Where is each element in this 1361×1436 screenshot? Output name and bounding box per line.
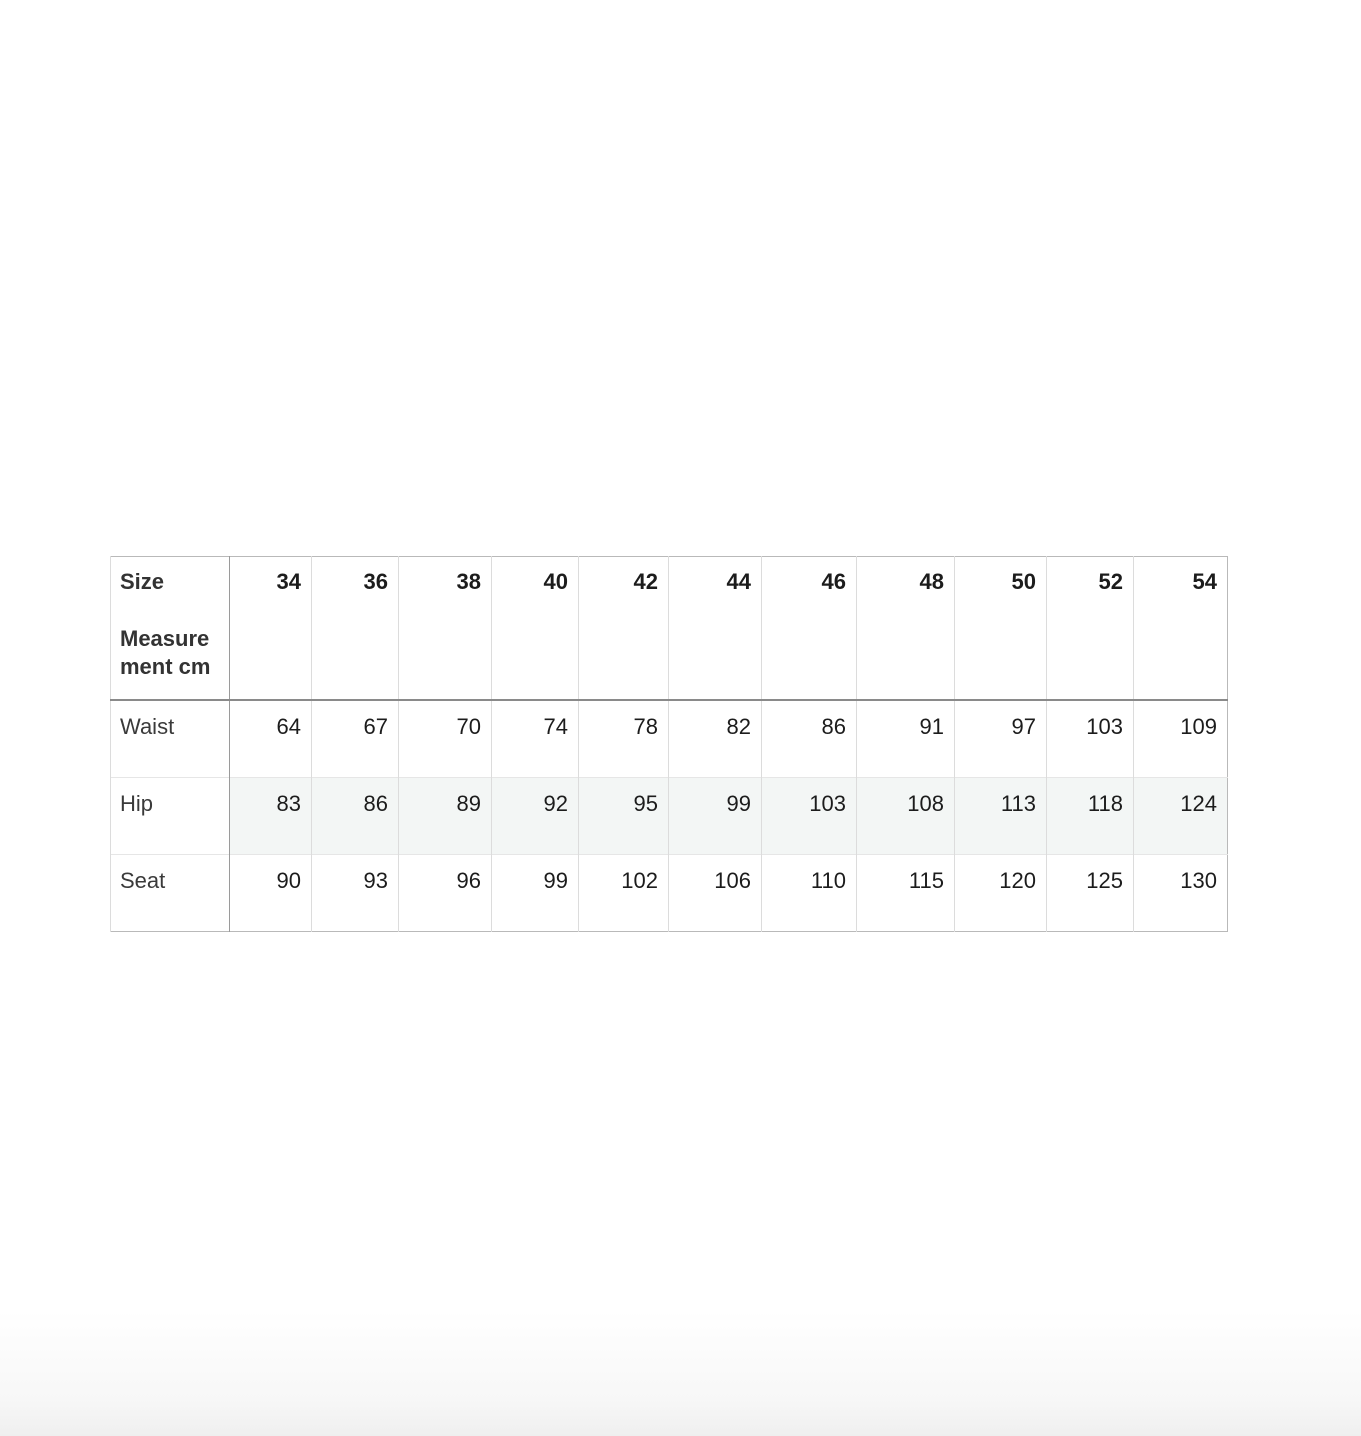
size-column-header: 52 [1047,557,1134,701]
table-cell: 124 [1134,778,1228,855]
table-cell: 106 [669,855,762,932]
row-label-hip: Hip [111,778,230,855]
table-cell: 74 [492,700,579,778]
table-row-waist [111,700,1228,778]
size-column-header: 50 [955,557,1047,701]
table-cell: 89 [399,778,492,855]
size-column-header: 42 [579,557,669,701]
table-cell: 96 [399,855,492,932]
table-cell: 97 [955,700,1047,778]
table-cell: 99 [492,855,579,932]
size-column-header: 36 [312,557,399,701]
table-cell: 82 [669,700,762,778]
table-cell: 103 [762,778,857,855]
size-column-header: 46 [762,557,857,701]
table-cell: 113 [955,778,1047,855]
table-cell: 86 [312,778,399,855]
table-cell: 115 [857,855,955,932]
table-cell: 78 [579,700,669,778]
size-column-header: 38 [399,557,492,701]
table-cell: 102 [579,855,669,932]
measurement-unit-label: Measure ment cm [120,626,211,679]
table-row-seat [111,855,1228,932]
table-cell: 118 [1047,778,1134,855]
size-column-header: 40 [492,557,579,701]
row-label-waist: Waist [111,700,230,778]
row-label-seat: Seat [111,855,230,932]
table-cell: 110 [762,855,857,932]
size-column-header: 44 [669,557,762,701]
table-cell: 109 [1134,700,1228,778]
size-header-label: Size [120,569,165,594]
table-cell: 70 [399,700,492,778]
size-chart-table [110,556,1228,932]
table-cell: 67 [312,700,399,778]
table-cell: 91 [857,700,955,778]
table-row-hip [111,778,1228,855]
table-cell: 64 [230,700,312,778]
table-cell: 125 [1047,855,1134,932]
table-cell: 92 [492,778,579,855]
table-cell: 95 [579,778,669,855]
table-cell: 130 [1134,855,1228,932]
table-cell: 103 [1047,700,1134,778]
table-cell: 83 [230,778,312,855]
table-cell: 90 [230,855,312,932]
size-column-header: 48 [857,557,955,701]
size-column-header: 34 [230,557,312,701]
table-cell: 120 [955,855,1047,932]
table-cell: 108 [857,778,955,855]
table-cell: 86 [762,700,857,778]
table-cell: 99 [669,778,762,855]
size-column-header: 54 [1134,557,1228,701]
header-row [111,557,1228,701]
table-cell: 93 [312,855,399,932]
header-label-cell [111,557,230,701]
